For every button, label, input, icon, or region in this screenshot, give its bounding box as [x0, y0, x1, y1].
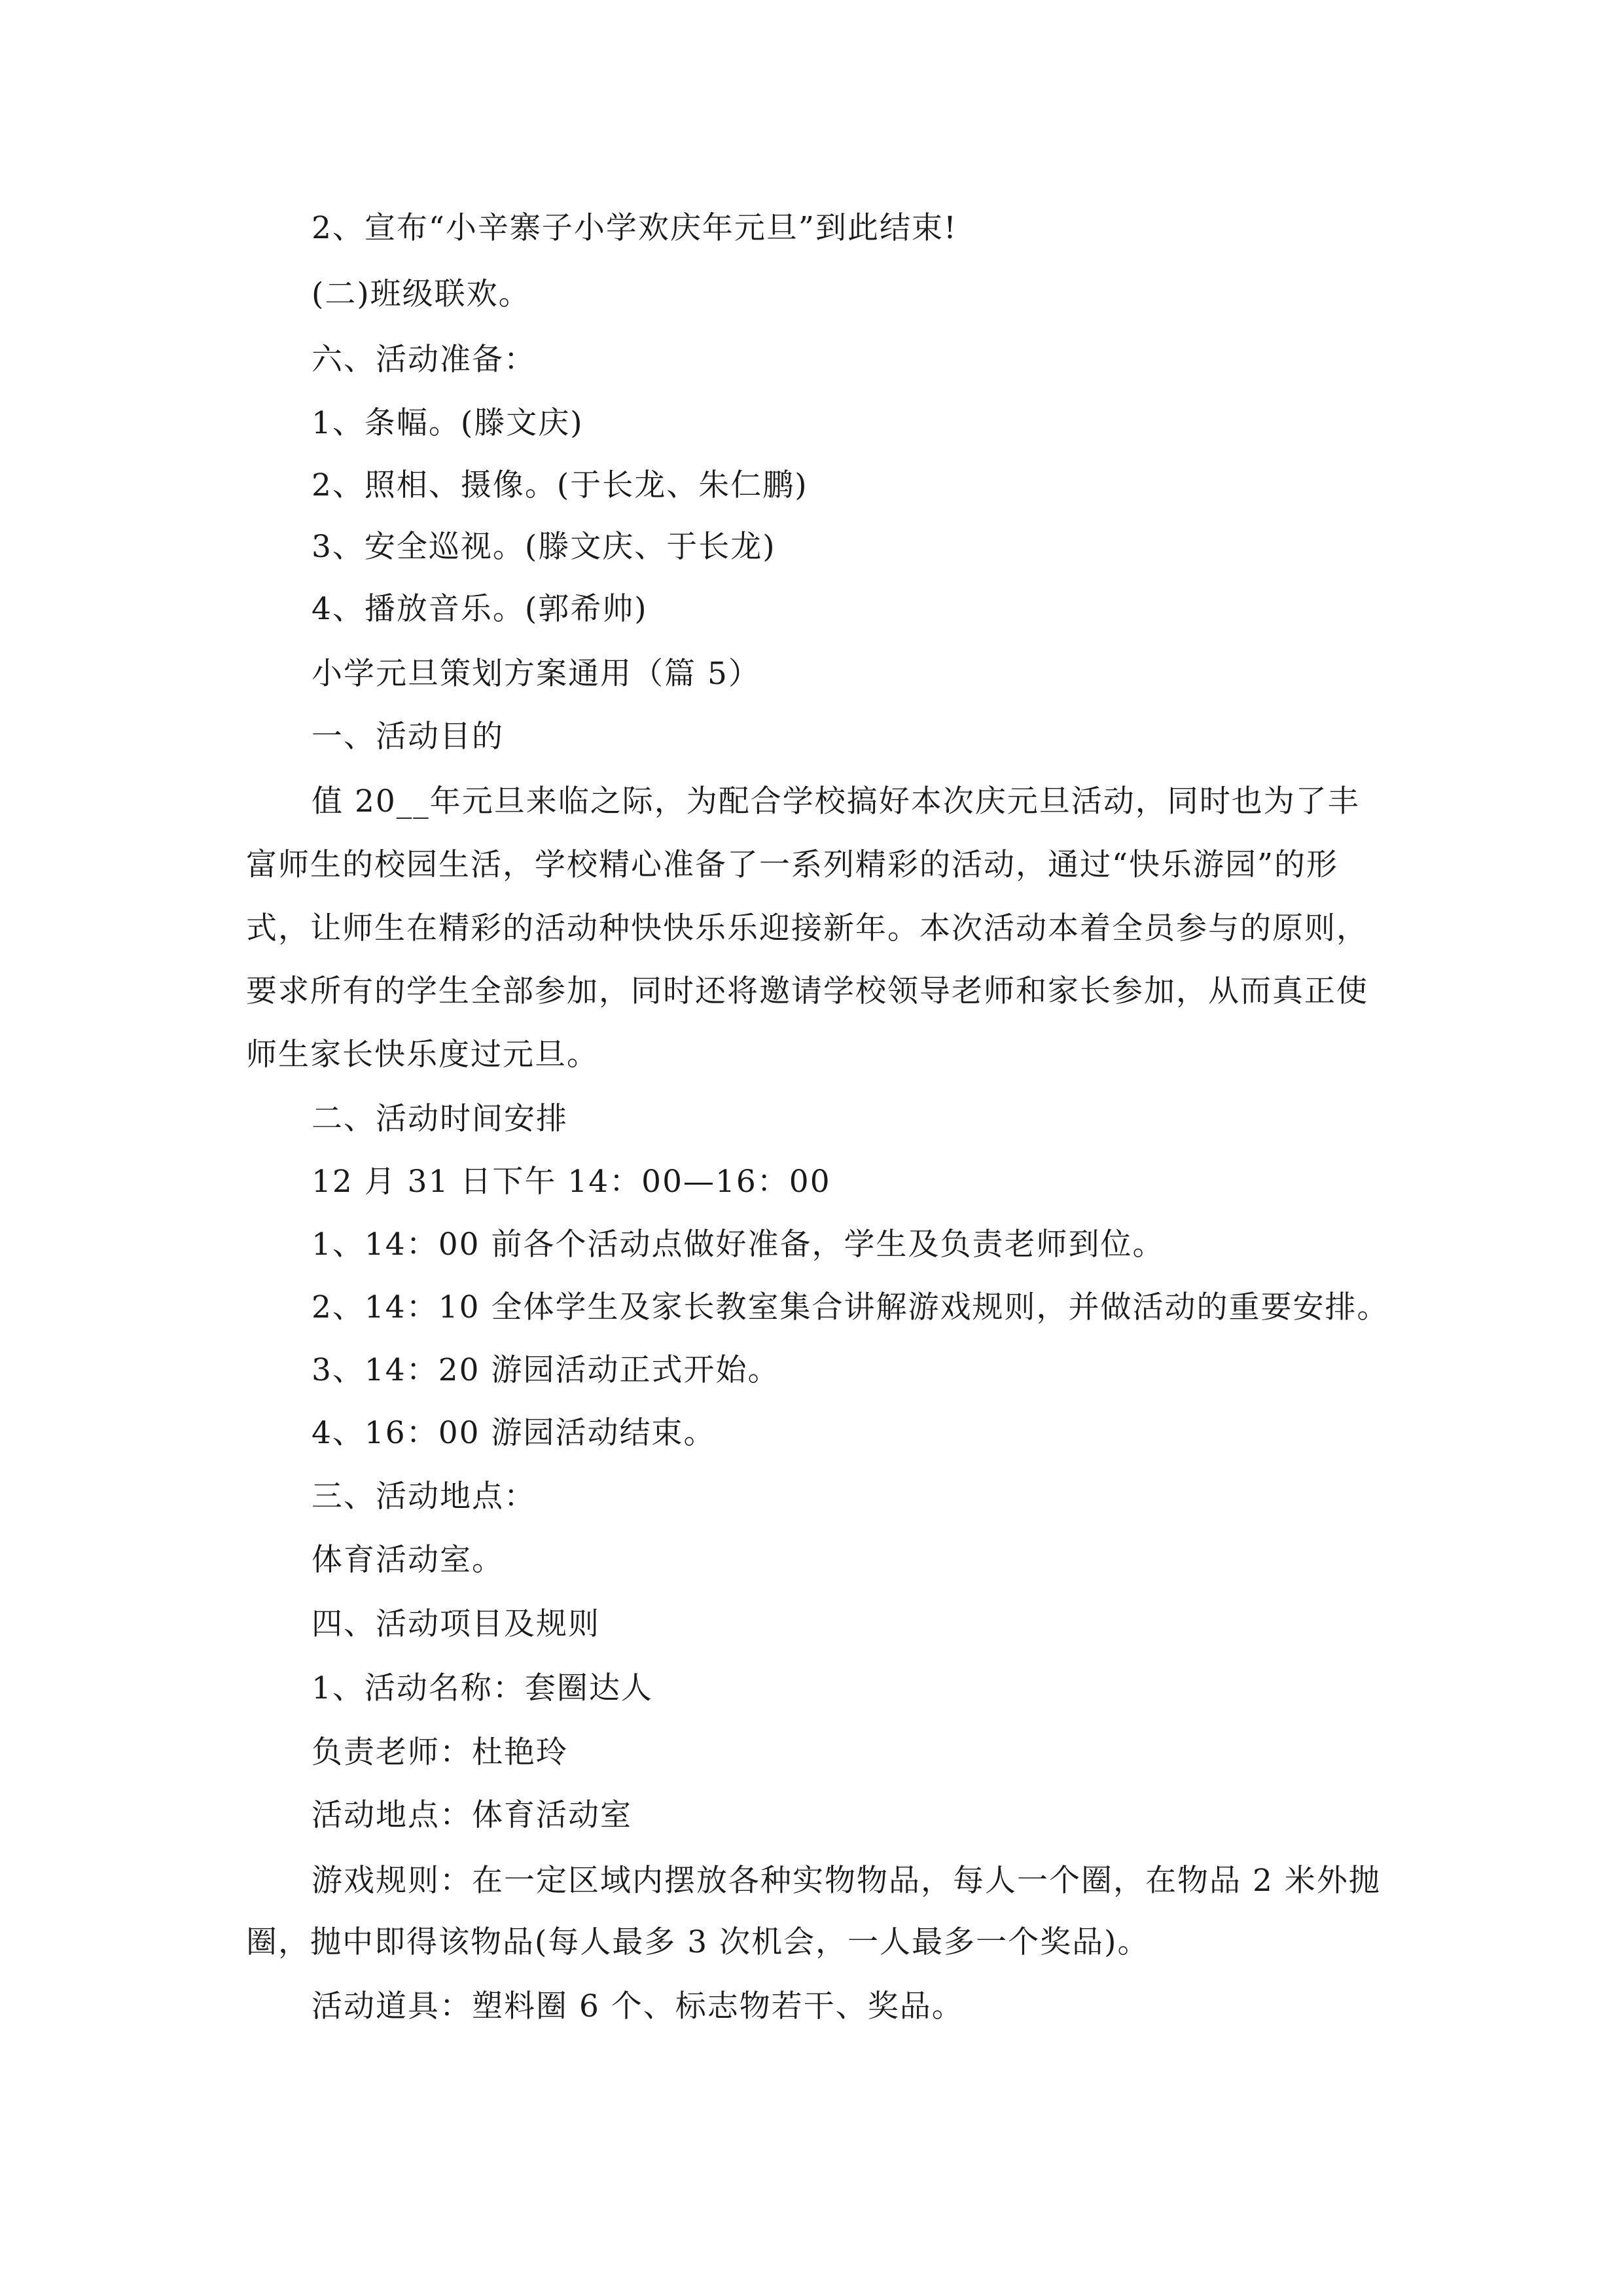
- paragraph-line: 值 20__年元旦来临之际，为配合学校搞好本次庆元旦活动，同时也为了丰: [312, 783, 1360, 819]
- section-heading: 二、活动时间安排: [312, 1101, 568, 1137]
- paragraph-line: (二)班级联欢。: [312, 276, 531, 312]
- paragraph-line: 活动道具：塑料圈 6 个、标志物若干、奖品。: [312, 1988, 964, 2024]
- list-item: 3、14：20 游园活动正式开始。: [312, 1352, 780, 1388]
- list-item: 1、活动名称：套圈达人: [312, 1670, 653, 1706]
- list-item: 1、条幅。(滕文庆): [312, 405, 584, 441]
- list-item: 3、安全巡视。(滕文庆、于长龙): [312, 529, 776, 565]
- paragraph-line: 2、宣布“小辛寨子小学欢庆年元旦”到此结束!: [312, 210, 957, 246]
- list-item: 2、照相、摄像。(于长龙、朱仁鹏): [312, 467, 808, 503]
- list-item: 4、16：00 游园活动结束。: [312, 1415, 716, 1451]
- paragraph-line: 负责老师：杜艳玲: [312, 1734, 568, 1770]
- section-heading: 一、活动目的: [312, 719, 504, 755]
- paragraph-line: 12 月 31 日下午 14：00—16：00: [312, 1164, 831, 1200]
- document-title: 小学元旦策划方案通用（篇 5）: [312, 656, 760, 692]
- paragraph-line: 体育活动室。: [312, 1542, 504, 1578]
- paragraph-line: 式，让师生在精彩的活动种快快乐乐迎接新年。本次活动本着全员参与的原则，: [246, 910, 1368, 946]
- paragraph-line: 师生家长快乐度过元旦。: [246, 1037, 599, 1073]
- paragraph-line: 要求所有的学生全部参加，同时还将邀请学校领导老师和家长参加，从而真正使: [246, 973, 1368, 1009]
- paragraph-line: 活动地点：体育活动室: [312, 1797, 632, 1833]
- paragraph-line: 游戏规则：在一定区域内摆放各种实物物品，每人一个圈，在物品 2 米外抛: [312, 1863, 1381, 1899]
- section-heading: 四、活动项目及规则: [312, 1606, 600, 1642]
- paragraph-line: 圈，抛中即得该物品(每人最多 3 次机会，一人最多一个奖品)。: [246, 1924, 1150, 1960]
- section-heading: 三、活动地点：: [312, 1479, 536, 1515]
- list-item: 1、14：00 前各个活动点做好准备，学生及负责老师到位。: [312, 1227, 1165, 1263]
- list-item: 2、14：10 全体学生及家长教室集合讲解游戏规则，并做活动的重要安排。: [312, 1289, 1389, 1325]
- list-item: 4、播放音乐。(郭希帅): [312, 591, 648, 627]
- section-heading: 六、活动准备：: [312, 342, 536, 378]
- paragraph-line: 富师生的校园生活，学校精心准备了一系列精彩的活动，通过“快乐游园”的形: [246, 847, 1339, 883]
